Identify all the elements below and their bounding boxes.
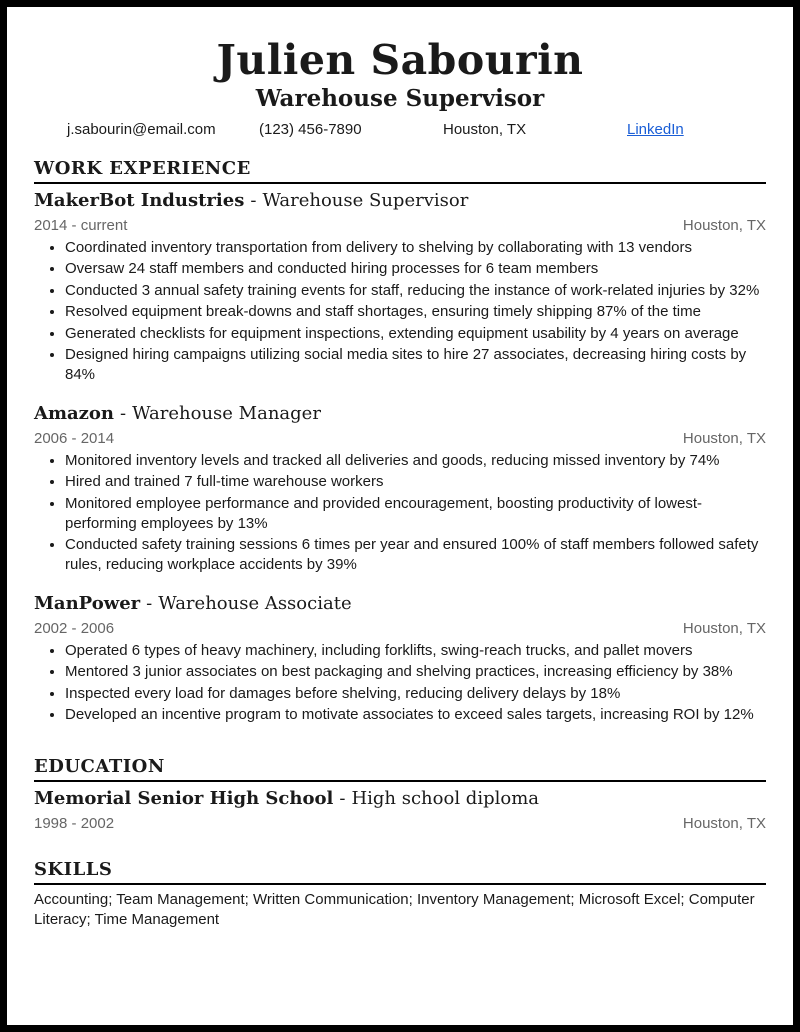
- bullet-item: • Monitored inventory levels and tracked all deliveries and goods, reducing missed inventory by 74%: [65, 451, 766, 471]
- candidate-title: Warehouse Supervisor: [255, 85, 545, 112]
- bullet-item: • Operated 6 types of heavy machinery, including forklifts, swing-reach trucks, and pallet movers: [65, 641, 766, 661]
- education-location: Houston, TX: [682, 815, 766, 832]
- candidate-name: Julien Sabourin: [216, 36, 584, 84]
- skills-text: Accounting; Team Management; Written Communication; Inventory Management; Microsoft Excel; Computer Literacy; Time Management: [34, 891, 755, 928]
- education-heading: EDUCATION: [34, 755, 766, 782]
- phone-text: (123) 456-7890: [259, 121, 362, 138]
- job-header: Amazon - Warehouse Manager: [34, 403, 321, 424]
- job-bullets: [34, 451, 766, 576]
- job-location: Houston, TX: [682, 430, 766, 447]
- company-name: ManPower: [34, 593, 141, 614]
- bullet-item: • Oversaw 24 staff members and conducted hiring processes for 6 team members: [65, 259, 766, 279]
- job-location: Houston, TX: [682, 620, 766, 637]
- bullet-item: • Generated checklists for equipment inspections, extending equipment usability by 4 years on average: [65, 324, 766, 344]
- bullet-item: • Mentored 3 junior associates on best packaging and shelving practices, increasing efficiency by 38%: [65, 662, 766, 682]
- job-meta: [34, 216, 766, 236]
- email-text: j.sabourin@email.com: [67, 121, 216, 138]
- job-entry: [34, 592, 766, 725]
- job-header: ManPower - Warehouse Associate: [34, 593, 352, 614]
- job-role: Warehouse Supervisor: [262, 190, 469, 211]
- degree-name: High school diploma: [351, 788, 539, 809]
- job-header: MakerBot Industries - Warehouse Supervisor: [34, 190, 469, 211]
- job-bullets: [34, 238, 766, 386]
- job-entry: [34, 402, 766, 575]
- location-text: Houston, TX: [443, 121, 527, 138]
- linkedin-link[interactable]: LinkedIn: [627, 121, 684, 138]
- job-dates: 2006 - 2014: [34, 430, 115, 447]
- bullet-item: • Developed an incentive program to motivate associates to exceed sales targets, increasing ROI by 12%: [65, 705, 766, 725]
- job-meta: [34, 429, 766, 449]
- job-role: Warehouse Manager: [132, 403, 321, 424]
- company-name: Amazon: [34, 403, 114, 424]
- work-experience-heading: WORK EXPERIENCE: [34, 157, 766, 184]
- company-name: MakerBot Industries: [34, 190, 245, 211]
- bullet-item: • Conducted 3 annual safety training events for staff, reducing the instance of work-related injuries by 32%: [65, 281, 766, 301]
- job-role: Warehouse Associate: [158, 593, 352, 614]
- job-dates: 2002 - 2006: [34, 620, 115, 637]
- bullet-item: • Conducted safety training sessions 6 times per year and ensured 100% of staff members followed safety rules, reducing workplace accidents by 39%: [65, 535, 766, 575]
- education-entry: [34, 787, 766, 834]
- job-meta: [34, 619, 766, 639]
- bullet-item: • Hired and trained 7 full-time warehouse workers: [65, 472, 766, 492]
- job-location: Houston, TX: [682, 217, 766, 234]
- education-header: Memorial Senior High School - High school diploma: [34, 788, 539, 809]
- job-dates: 2014 - current: [34, 217, 128, 234]
- bullet-item: • Resolved equipment break-downs and staff shortages, ensuring timely shipping 87% of the time: [65, 302, 766, 322]
- education-dates: 1998 - 2002: [34, 815, 115, 832]
- education-meta: [34, 814, 766, 834]
- bullet-item: • Monitored employee performance and provided encouragement, boosting productivity of lowest-performing employees by 13%: [65, 494, 766, 534]
- bullet-item: • Coordinated inventory transportation from delivery to shelving by collaborating with 13 vendors: [65, 238, 766, 258]
- resume-page: [7, 7, 793, 1025]
- job-bullets: [34, 641, 766, 726]
- skills-heading: SKILLS: [34, 858, 766, 885]
- contact-row: [34, 121, 766, 143]
- job-entry: [34, 189, 766, 385]
- bullet-item: • Designed hiring campaigns utilizing social media sites to hire 27 associates, decreasing hiring costs by 84%: [65, 345, 766, 385]
- school-name: Memorial Senior High School: [34, 788, 334, 809]
- bullet-item: • Inspected every load for damages before shelving, reducing delivery delays by 18%: [65, 684, 766, 704]
